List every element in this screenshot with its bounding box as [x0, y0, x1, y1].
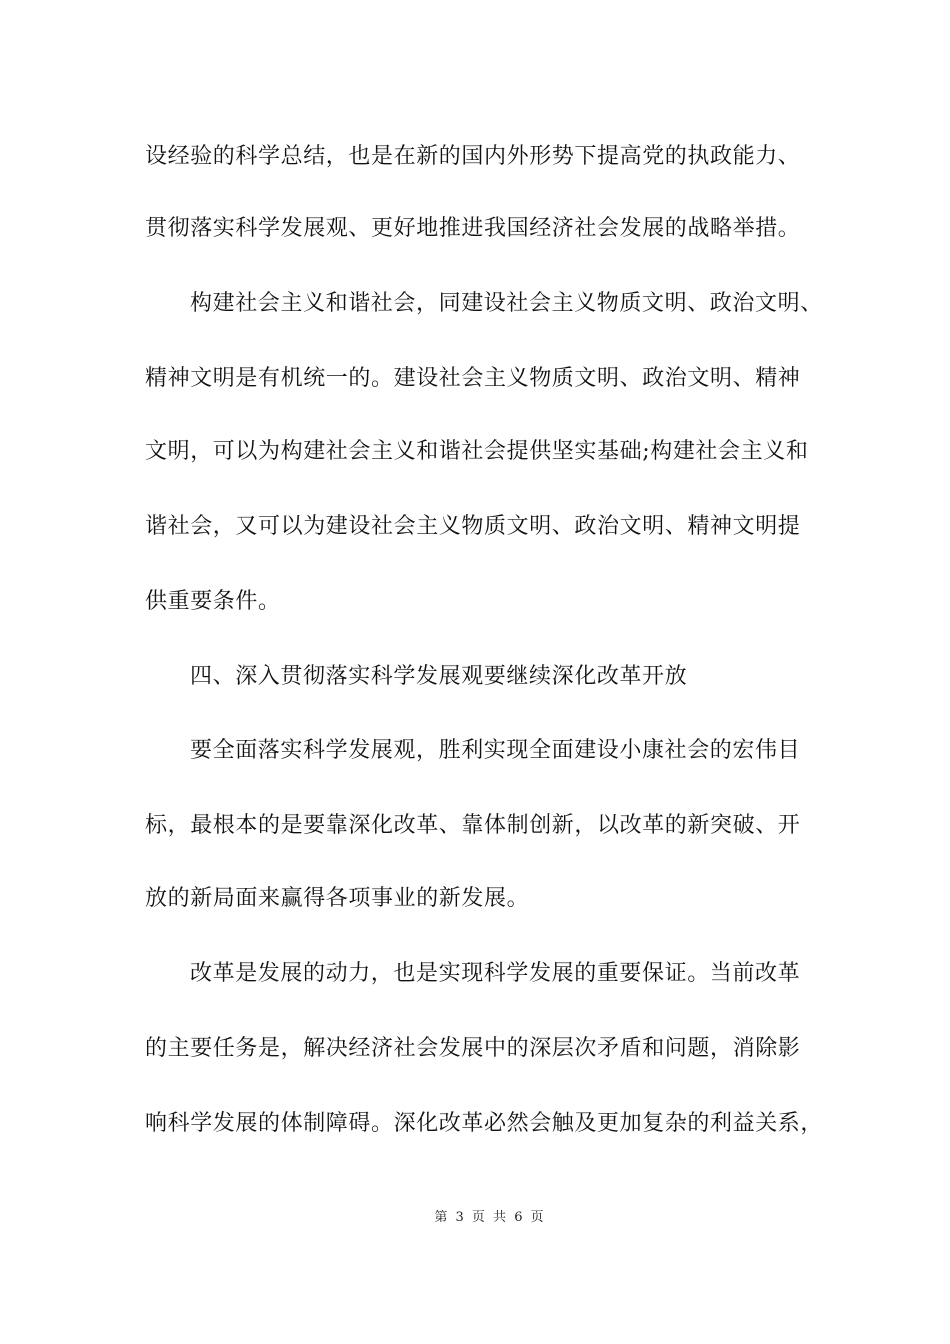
body-text-line: 响科学发展的体制障碍。深化改革必然会触及更加复杂的利益关系，: [145, 1111, 824, 1136]
body-text-line: 放的新局面来赢得各项事业的新发展。: [145, 886, 530, 911]
body-text-line: 贯彻落实科学发展观、更好地推进我国经济社会发展的战略举措。: [145, 216, 801, 241]
paragraph-start-line: 要全面落实科学发展观，胜利实现全面建设小康社会的宏伟目: [190, 738, 801, 763]
paragraph-start-line: 改革是发展的动力，也是实现科学发展的重要保证。当前改革: [190, 961, 801, 986]
body-text-line: 标，最根本的是要靠深化改革、靠体制创新，以改革的新突破、开: [145, 813, 801, 838]
page-number-footer: 第 3 页 共 6 页: [434, 1210, 546, 1225]
section-heading: 四、深入贯彻落实科学发展观要继续深化改革开放: [190, 664, 688, 689]
paragraph-start-line: 构建社会主义和谐社会，同建设社会主义物质文明、政治文明、: [190, 291, 823, 316]
body-text-line: 供重要条件。: [145, 589, 281, 614]
body-text-line: 设经验的科学总结，也是在新的国内外形势下提高党的执政能力、: [145, 144, 801, 169]
body-text-line: 精神文明是有机统一的。建设社会主义物质文明、政治文明、精神: [145, 366, 801, 391]
body-text-line: 的主要任务是，解决经济社会发展中的深层次矛盾和问题，消除影: [145, 1036, 801, 1061]
body-text-line: 文明，可以为构建社会主义和谐社会提供坚实基础;构建社会主义和: [145, 439, 809, 464]
body-text-line: 谐社会，又可以为建设社会主义物质文明、政治文明、精神文明提: [145, 514, 801, 539]
